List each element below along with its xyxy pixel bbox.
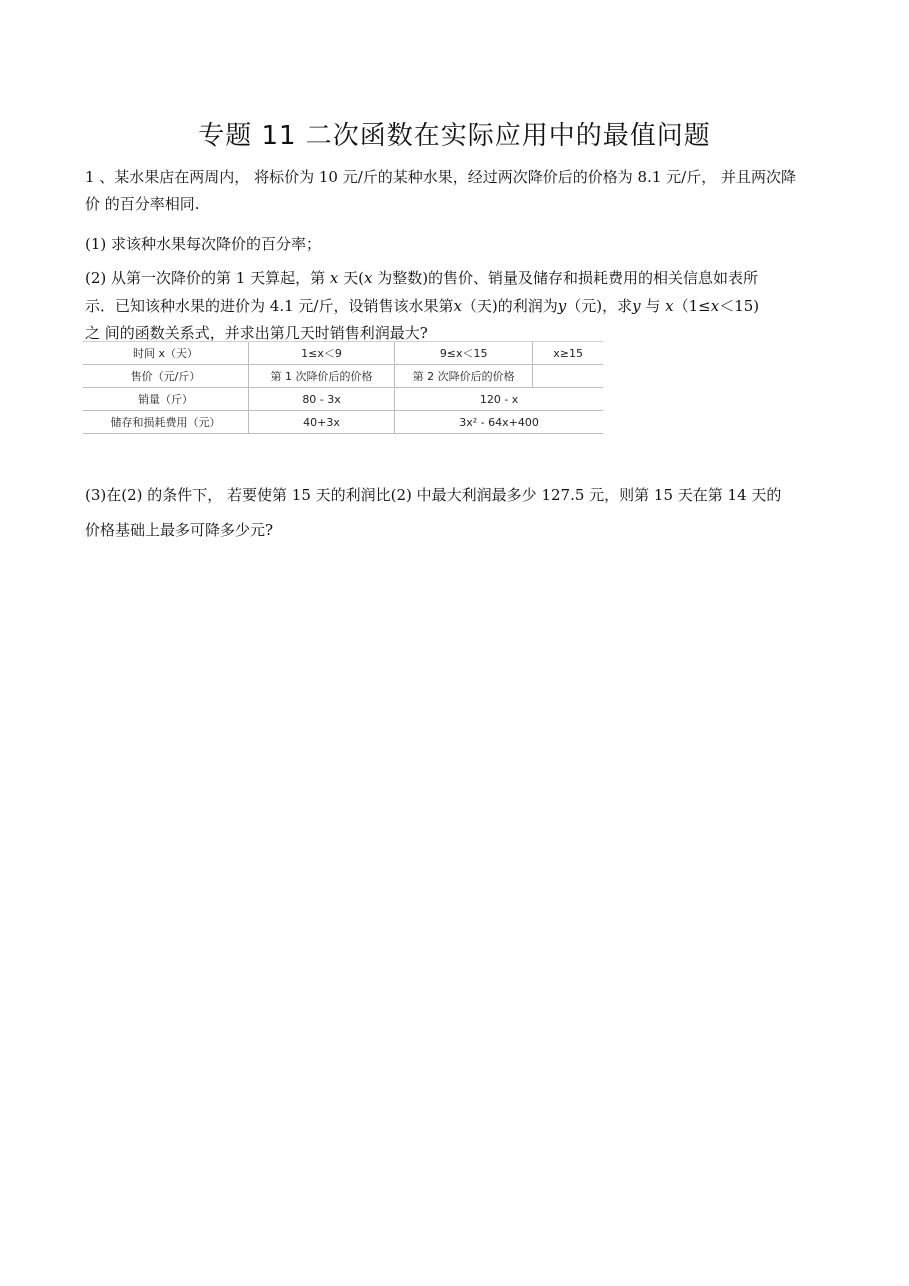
part-2-text: 天( (338, 269, 364, 287)
part-2-text: 示．已知该种水果的进价为 4.1 元/斤，设销售该水果第 (85, 297, 454, 315)
table-cell: 40+3x (248, 411, 394, 434)
part-2-text: (2) 从第一次降价的第 1 天算起，第 (85, 269, 330, 287)
table-cell: 储存和损耗费用（元） (83, 411, 248, 434)
part-2-text: ＜15) (719, 297, 760, 315)
table-cell: 80 - 3x (248, 388, 394, 411)
part-1: (1) 求该种水果每次降价的百分率； (85, 235, 322, 253)
part-2-line-3: 之 间的函数关系式，并求出第几天时销售利润最大? (85, 324, 428, 342)
part-2-line-1 (85, 268, 835, 288)
question-1-line-1: 1 、某水果店在两周内， 将标价为 10 元/斤的某种水果，经过两次降价后的价格为 8.1 元/斤， 并且两次降 (85, 168, 796, 186)
var-x: x (329, 269, 339, 287)
info-table (83, 341, 603, 434)
table-cell (533, 365, 603, 388)
table-cell: 120 - x (395, 388, 603, 411)
part-2-text: （1≤ (673, 297, 711, 315)
table-cell: 3x² - 64x+400 (395, 411, 603, 434)
var-x: x (453, 297, 462, 315)
part-2-text: 与 (640, 297, 666, 315)
table-cell: 第 2 次降价后的价格 (395, 365, 533, 388)
table-cell: 1≤x＜9 (248, 342, 394, 365)
table-row (83, 365, 603, 388)
var-x: x (363, 269, 373, 287)
var-x: x (710, 297, 720, 315)
table-cell: 售价（元/斤） (83, 365, 248, 388)
part-3-line-1: (3)在(2) 的条件下， 若要使第 15 天的利润比(2) 中最大利润最多少 127.5 元，则第 15 天在第 14 天的 (85, 486, 782, 504)
part-2-text: （天)的利润为 (461, 297, 558, 315)
var-x: x (665, 297, 674, 315)
table-cell: 9≤x＜15 (395, 342, 533, 365)
table-cell: 销量（斤） (83, 388, 248, 411)
part-2-line-2 (85, 296, 835, 316)
table-row (83, 411, 603, 434)
table-cell: 第 1 次降价后的价格 (248, 365, 394, 388)
part-2-text: （元)，求 (566, 297, 633, 315)
var-y: y (557, 297, 567, 315)
table-row (83, 342, 603, 365)
page-title: 专题 11 二次函数在实际应用中的最值问题 (198, 121, 711, 151)
var-y: y (632, 297, 641, 315)
part-2-text: 为整数)的售价、销量及储存和损耗费用的相关信息如表所 (372, 269, 759, 287)
question-1-line-2: 价 的百分率相同. (85, 195, 200, 213)
table-cell: 时间 x（天） (83, 342, 248, 365)
part-3-line-2: 价格基础上最多可降多少元? (85, 521, 274, 539)
table-cell: x≥15 (533, 342, 603, 365)
table-row (83, 388, 603, 411)
